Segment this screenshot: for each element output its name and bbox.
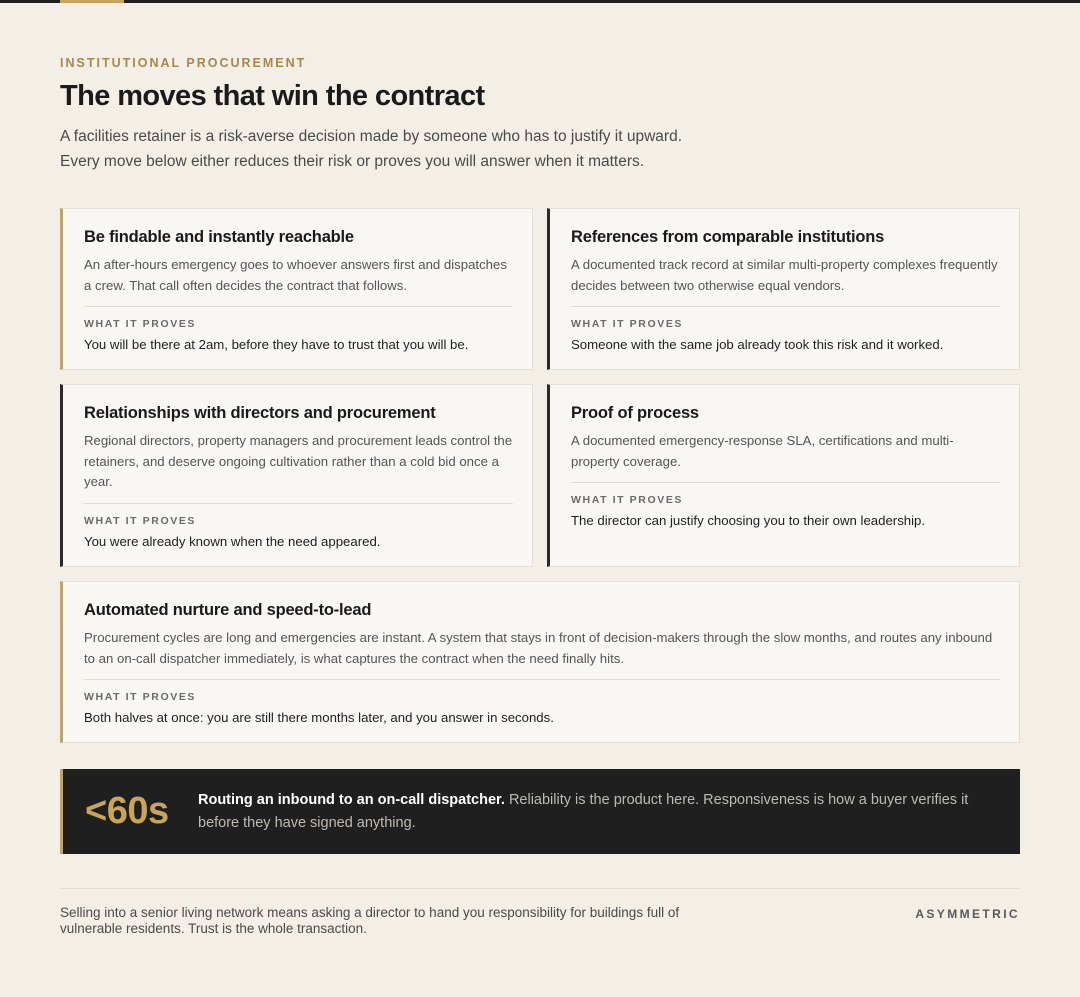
card-divider <box>571 482 1000 483</box>
card-divider <box>84 679 1000 680</box>
card-divider <box>84 306 513 307</box>
move-card-relationships <box>60 384 533 567</box>
card-proves-label: WHAT IT PROVES <box>571 494 684 506</box>
intro-line-2: Every move below either reduces their risk or proves you will answer when it matters. <box>60 152 645 170</box>
card-body: A documented track record at similar multi-property complexes frequently decides between two otherwise equal vendors. <box>571 257 998 293</box>
card-body: An after-hours emergency goes to whoever answers first and dispatches a crew. That call often decides the contract that follows. <box>84 257 507 293</box>
top-rule-accent <box>60 0 124 3</box>
card-proves-label: WHAT IT PROVES <box>84 318 197 330</box>
card-title: Be findable and instantly reachable <box>84 228 354 246</box>
footer-divider <box>60 888 1020 889</box>
move-card-references <box>547 208 1020 370</box>
page-title: The moves that win the contract <box>60 80 485 112</box>
card-title: Automated nurture and speed-to-lead <box>84 601 372 619</box>
section-eyebrow: INSTITUTIONAL PROCUREMENT <box>60 56 307 70</box>
card-proves-label: WHAT IT PROVES <box>571 318 684 330</box>
speed-stat-callout <box>60 769 1020 854</box>
card-body: A documented emergency-response SLA, certifications and multi-property coverage. <box>571 433 954 469</box>
move-card-automated-nurture <box>60 581 1020 743</box>
card-body: Regional directors, property managers and procurement leads control the retainers, and deserve ongoing cultivation rather than a cold bid once a year. <box>84 433 513 489</box>
card-proves-text: You will be there at 2am, before they have to trust that you will be. <box>84 337 469 352</box>
card-title: Proof of process <box>571 404 699 422</box>
card-proves-label: WHAT IT PROVES <box>84 514 197 527</box>
card-proves-text: You were already known when the need appeared. <box>84 533 381 549</box>
stat-text: Reliability is the product here. Responsiveness is how a buyer verifies it before they have signed anything. <box>198 792 969 831</box>
move-card-proof-of-process <box>547 384 1020 567</box>
footer-note: Selling into a senior living network means asking a director to hand you responsibility for buildings full of vulnerable residents. Trust is the whole transaction. <box>60 905 680 936</box>
card-title: Relationships with directors and procurement <box>84 404 436 422</box>
brand-wordmark: ASYMMETRIC <box>915 907 1020 921</box>
top-rule <box>0 0 1080 3</box>
move-card-findable <box>60 208 533 370</box>
card-title: References from comparable institutions <box>571 228 885 246</box>
intro-paragraph <box>60 125 780 174</box>
card-proves-text: Someone with the same job already took this risk and it worked. <box>571 337 944 352</box>
card-proves-label: WHAT IT PROVES <box>84 691 197 703</box>
card-divider <box>571 306 1000 307</box>
stat-value: <60s <box>85 790 169 832</box>
intro-line-1: A facilities retainer is a risk-averse decision made by someone who has to justify it upward. <box>60 128 683 145</box>
card-body: Procurement cycles are long and emergencies are instant. A system that stays in front of decision-makers through the slow months, and routes any inbound to an on-call dispatcher immediately, is what captures the contract when the need finally hits. <box>84 630 993 666</box>
stat-lead: Routing an inbound to an on-call dispatcher. <box>198 792 505 808</box>
card-divider <box>84 503 513 504</box>
card-proves-text: Both halves at once: you are still there months later, and you answer in seconds. <box>84 710 554 725</box>
card-proves-text: The director can justify choosing you to their own leadership. <box>571 513 926 528</box>
stat-description <box>198 789 998 835</box>
